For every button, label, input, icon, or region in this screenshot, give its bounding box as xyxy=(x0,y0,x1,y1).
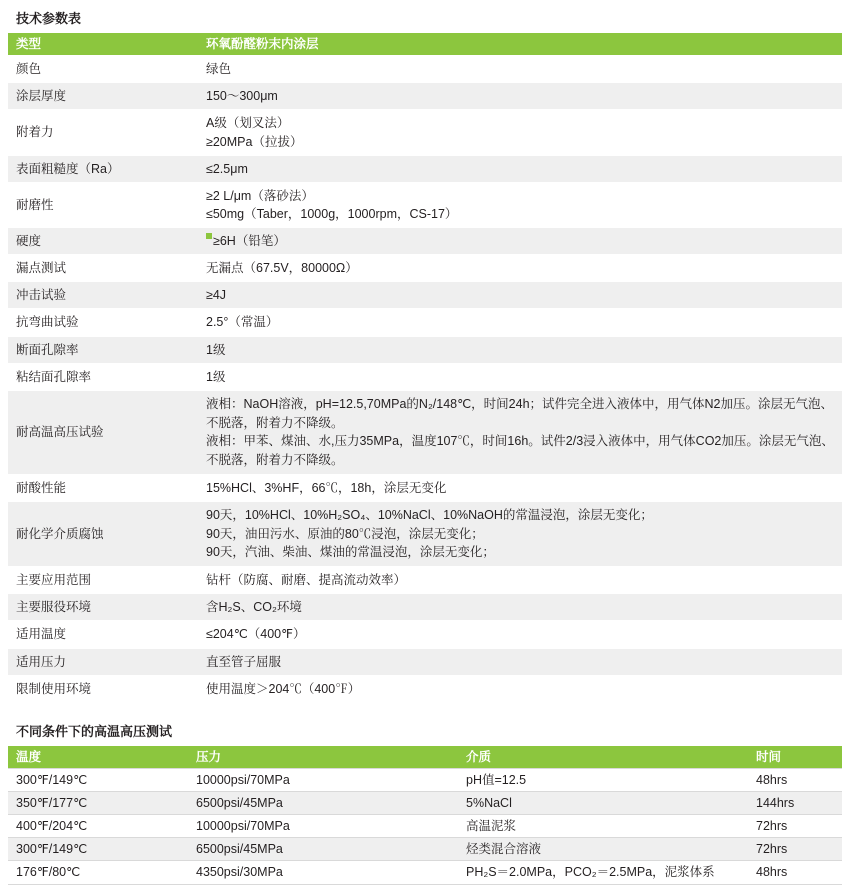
spec-row-label: 冲击试验 xyxy=(8,282,198,309)
spec-row-label: 附着力 xyxy=(8,110,198,155)
hp-cell-medium: PH₂S＝2.0MPa，PCO₂＝2.5MPa，泥浆体系 xyxy=(458,861,748,884)
value-line: 15%HCl、3%HF，66℃，18h，涂层无变化 xyxy=(206,480,447,495)
spec-row-label: 抗弯曲试验 xyxy=(8,309,198,336)
hp-cell-temperature: 300℉/149℃ xyxy=(8,768,188,791)
value-line: 90天，10%HCl、10%H₂SO₄、10%NaCl、10%NaOH的常温浸泡，涂层无变化； xyxy=(206,507,653,522)
hp-cell-duration: 144hrs xyxy=(748,792,842,815)
hp-cell-medium: pH值=12.5 xyxy=(458,768,748,791)
high-temp-pressure-table xyxy=(8,746,842,885)
hp-column-header-duration: 时间 xyxy=(748,746,842,769)
spec-row-value xyxy=(198,501,842,566)
spec-row-label: 涂层厚度 xyxy=(8,83,198,110)
spec-row-value xyxy=(198,110,842,155)
spec-table-body xyxy=(8,33,842,702)
spec-row-value xyxy=(198,474,842,501)
spec-row-label: 粘结面孔隙率 xyxy=(8,363,198,390)
value-line: 绿色 xyxy=(206,62,232,77)
spec-row-label: 主要应用范围 xyxy=(8,567,198,594)
spec-row-value xyxy=(198,228,842,255)
value-line: ≤204℃（400℉） xyxy=(206,627,306,642)
hp-cell-duration: 48hrs xyxy=(748,768,842,791)
table-row xyxy=(8,83,842,110)
spec-row-value xyxy=(198,336,842,363)
table-row xyxy=(8,155,842,182)
spec-row-label: 漏点测试 xyxy=(8,255,198,282)
spec-row-value xyxy=(198,83,842,110)
value-line xyxy=(206,232,836,250)
hp-cell-pressure: 6500psi/45MPa xyxy=(188,838,458,861)
value-line: ≥20MPa（拉拔） xyxy=(206,134,303,149)
table-row xyxy=(8,675,842,702)
hp-cell-pressure: 4350psi/30MPa xyxy=(188,861,458,884)
spec-row-value xyxy=(198,675,842,702)
hp-cell-medium: 烃类混合溶液 xyxy=(458,838,748,861)
hp-table-header-row xyxy=(8,746,842,769)
table-row xyxy=(8,861,842,884)
value-line: 液相：甲苯、煤油、水,压力35MPa，温度107℃，时间16h。试件2/3浸入液体中，用气体CO2加压。涂层无气泡、不脱落，附着力不降级。 xyxy=(206,434,834,467)
spec-row-label: 限制使用环境 xyxy=(8,675,198,702)
hp-cell-temperature: 176℉/80℃ xyxy=(8,861,188,884)
table-row xyxy=(8,815,842,838)
hp-cell-temperature: 350℉/177℃ xyxy=(8,792,188,815)
value-line: ≤50mg（Taber，1000g，1000rpm，CS-17） xyxy=(206,206,458,221)
spec-row-label: 耐酸性能 xyxy=(8,474,198,501)
value-line: 1级 xyxy=(206,342,226,357)
hp-section-title: 不同条件下的高温高压测试 xyxy=(16,723,173,739)
spec-row-label: 耐化学介质腐蚀 xyxy=(8,501,198,566)
spec-row-label: 断面孔隙率 xyxy=(8,336,198,363)
spec-table-header-row xyxy=(8,33,842,56)
spec-row-label: 适用温度 xyxy=(8,621,198,648)
value-line: 液相：NaOH溶液，pH=12.5,70MPa的N₂/148℃，时间24h；试件完全进入液体中，用气体N2加压。涂层无气泡、不脱落，附着力不降级。 xyxy=(206,396,833,430)
table-row xyxy=(8,56,842,83)
spec-row-label: 硬度 xyxy=(8,228,198,255)
value-line: 使用温度＞204℃（400℉） xyxy=(206,681,361,696)
spec-row-label: 主要服役环境 xyxy=(8,594,198,621)
hp-cell-pressure: 6500psi/45MPa xyxy=(188,792,458,815)
spec-row-value xyxy=(198,182,842,227)
hp-cell-temperature: 400℉/204℃ xyxy=(8,815,188,838)
table-row xyxy=(8,255,842,282)
spec-section-title: 技术参数表 xyxy=(16,11,82,26)
value-line: 钻杆（防腐、耐磨、提高流动效率） xyxy=(206,573,407,588)
table-row xyxy=(8,838,842,861)
value-line: A级（划叉法） xyxy=(206,116,290,131)
spec-row-label: 耐磨性 xyxy=(8,182,198,227)
value-line: 无漏点（67.5V，80000Ω） xyxy=(206,261,358,276)
spec-header-label: 类型 xyxy=(8,33,198,56)
hp-column-header-temperature: 温度 xyxy=(8,746,188,769)
table-row xyxy=(8,182,842,227)
table-row xyxy=(8,390,842,474)
value-line: 90天，油田污水、原油的80℃浸泡，涂层无变化； xyxy=(206,526,484,541)
value-line: ≤2.5μm xyxy=(206,161,248,176)
value-line: 含H₂S、CO₂环境 xyxy=(206,600,302,615)
table-row xyxy=(8,363,842,390)
value-line: 2.5°（常温） xyxy=(206,315,279,330)
table-row xyxy=(8,282,842,309)
hp-cell-medium: 5%NaCl xyxy=(458,792,748,815)
hp-cell-pressure: 10000psi/70MPa xyxy=(188,768,458,791)
table-row xyxy=(8,648,842,675)
spec-row-value xyxy=(198,648,842,675)
hp-cell-duration: 72hrs xyxy=(748,815,842,838)
value-line: 90天，汽油、柴油、煤油的常温浸泡，涂层无变化； xyxy=(206,545,495,560)
hp-table-body xyxy=(8,746,842,884)
hp-column-header-pressure: 压力 xyxy=(188,746,458,769)
value-line: 直至管子屈服 xyxy=(206,654,282,669)
value-text: ≥6H（铅笔） xyxy=(213,234,286,248)
table-row xyxy=(8,228,842,255)
table-row xyxy=(8,474,842,501)
table-row xyxy=(8,110,842,155)
spec-row-value xyxy=(198,594,842,621)
spec-row-value xyxy=(198,567,842,594)
spec-row-value xyxy=(198,56,842,83)
value-line: ≥4J xyxy=(206,288,227,303)
technical-spec-table xyxy=(8,33,842,703)
spec-row-value xyxy=(198,155,842,182)
spec-row-value xyxy=(198,363,842,390)
spec-row-value xyxy=(198,282,842,309)
table-row xyxy=(8,309,842,336)
table-row xyxy=(8,768,842,791)
hp-cell-medium: 高温泥浆 xyxy=(458,815,748,838)
spec-header-value: 环氧酚醛粉末内涂层 xyxy=(198,33,842,56)
table-row xyxy=(8,501,842,566)
spec-row-label: 表面粗糙度（Ra） xyxy=(8,155,198,182)
hp-cell-temperature: 300℉/149℃ xyxy=(8,838,188,861)
value-line: ≥2 L/μm（落砂法） xyxy=(206,188,314,203)
value-line: 150～300μm xyxy=(206,89,278,104)
spec-row-label: 适用压力 xyxy=(8,648,198,675)
hp-cell-duration: 72hrs xyxy=(748,838,842,861)
hp-column-header-medium: 介质 xyxy=(458,746,748,769)
table-row xyxy=(8,594,842,621)
spec-row-value xyxy=(198,621,842,648)
spec-row-value xyxy=(198,390,842,474)
spec-row-label: 颜色 xyxy=(8,56,198,83)
spec-row-value xyxy=(198,309,842,336)
spec-row-value xyxy=(198,255,842,282)
table-row xyxy=(8,621,842,648)
table-row xyxy=(8,336,842,363)
green-marker-icon xyxy=(206,233,212,239)
spec-row-label: 耐高温高压试验 xyxy=(8,390,198,474)
hp-cell-duration: 48hrs xyxy=(748,861,842,884)
table-row xyxy=(8,567,842,594)
value-line: 1级 xyxy=(206,369,226,384)
table-row xyxy=(8,792,842,815)
hp-cell-pressure: 10000psi/70MPa xyxy=(188,815,458,838)
